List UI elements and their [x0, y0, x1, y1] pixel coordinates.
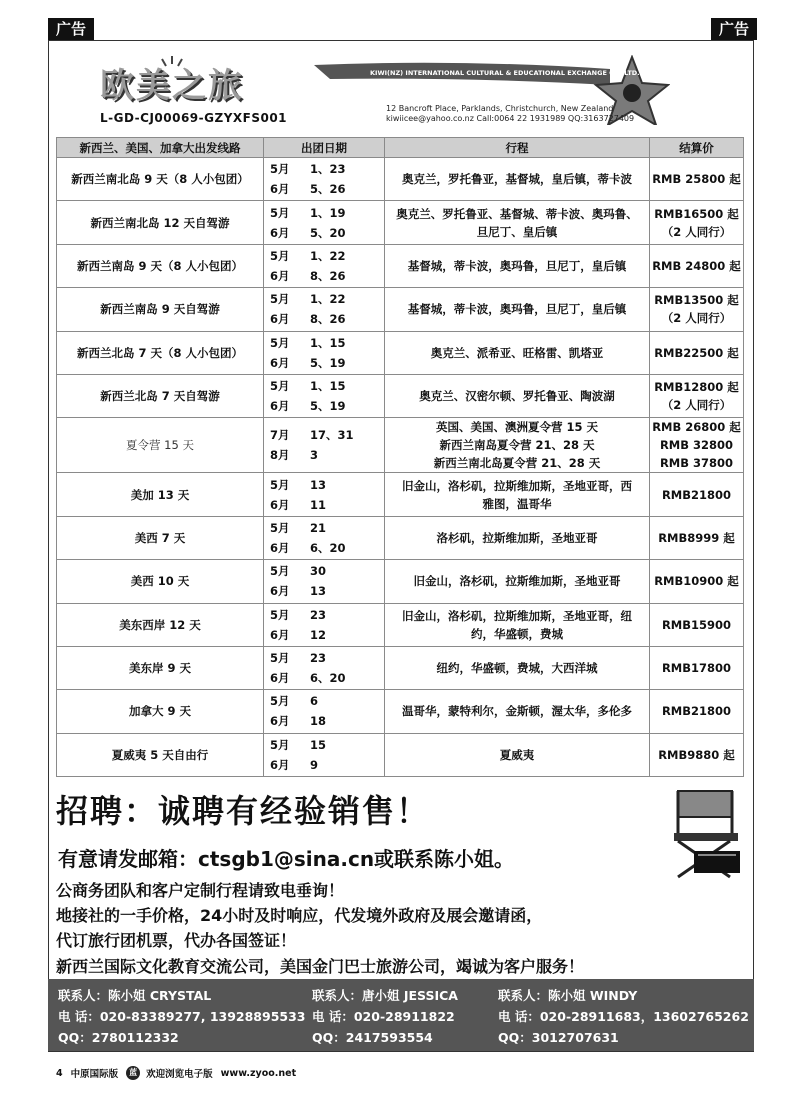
price-line: RMB13500 起 — [654, 293, 739, 308]
header-route: 新西兰、美国、加拿大出发线路 — [57, 138, 264, 158]
footer-tagline: 欢迎浏览电子版 — [146, 1069, 213, 1080]
company-contact: kiwiicee@yahoo.co.nz Call:0064 22 1931989 QQ:3163727409 — [386, 114, 635, 123]
price-line: （2 人同行） — [661, 224, 732, 239]
date-line — [270, 561, 384, 581]
date-line — [270, 289, 384, 309]
price-line: RMB 26800 起 — [652, 420, 741, 435]
price-cell — [650, 690, 744, 733]
table-row — [57, 331, 744, 374]
date-line — [270, 495, 384, 515]
date-line — [270, 309, 384, 329]
contact-phone: 电 话：020-28911822 — [312, 1009, 455, 1024]
itinerary-line: 洛杉矶，拉斯维加斯，圣地亚哥 — [436, 530, 598, 545]
itinerary-line: 温哥华，蒙特利尔，金斯顿，渥太华，多伦多 — [402, 704, 632, 719]
route-cell: 新西兰南北岛 12 天自驾游 — [57, 201, 264, 244]
contact-qq: QQ：2780112332 — [58, 1030, 179, 1045]
month: 5月 — [270, 162, 290, 177]
days: 1、19 — [310, 205, 346, 220]
table-header-row — [57, 138, 744, 158]
price-cell — [650, 201, 744, 244]
price-line: RMB21800 — [661, 704, 732, 719]
table-row — [57, 473, 744, 516]
dates-cell — [264, 473, 385, 516]
itinerary-line: 纽约，华盛顿，费城，大西洋城 — [436, 661, 598, 676]
month: 6月 — [270, 355, 290, 370]
days: 1、22 — [310, 292, 346, 307]
price-cell — [650, 646, 744, 689]
itinerary-cell — [385, 646, 650, 689]
footer-url[interactable]: www.zyoo.net — [220, 1067, 297, 1079]
itinerary-cell — [385, 331, 650, 374]
table-row — [57, 244, 744, 287]
days: 5、19 — [310, 355, 346, 370]
date-line — [270, 668, 384, 688]
date-line — [270, 735, 384, 755]
price-line: RMB 25800 起 — [652, 172, 741, 187]
month: 6月 — [270, 497, 290, 512]
route-cell: 美加 13 天 — [57, 473, 264, 516]
date-line — [270, 333, 384, 353]
itinerary-cell — [385, 473, 650, 516]
edition-logo-icon: 蓝 — [126, 1066, 140, 1080]
days: 5、26 — [310, 182, 346, 197]
route-cell: 美西 10 天 — [57, 560, 264, 603]
price-line: RMB 37800 — [659, 456, 734, 471]
date-line — [270, 755, 384, 775]
date-line — [270, 425, 384, 445]
price-cell — [650, 418, 744, 473]
itinerary-line: 奥克兰、派希亚、旺格雷、凯塔亚 — [430, 345, 604, 360]
itinerary-cell — [385, 516, 650, 559]
ad-tag-right: 广告 — [711, 18, 757, 40]
table-row — [57, 158, 744, 201]
days: 5、20 — [310, 225, 346, 240]
date-line — [270, 246, 384, 266]
route-cell: 新西兰北岛 7 天自驾游 — [57, 374, 264, 417]
route-cell: 新西兰南岛 9 天自驾游 — [57, 288, 264, 331]
itinerary-cell — [385, 288, 650, 331]
itinerary-line: 奥克兰、罗托鲁亚、基督城、蒂卡波、奥玛鲁、 — [396, 206, 638, 221]
date-line — [270, 376, 384, 396]
days: 8、26 — [310, 268, 346, 283]
month: 5月 — [270, 379, 290, 394]
contact-phone: 电 话：020-28911683，13602765262 — [498, 1009, 749, 1024]
route-cell: 新西兰北岛 7 天（8 人小包团） — [57, 331, 264, 374]
route-cell: 美西 7 天 — [57, 516, 264, 559]
header-itinerary: 行程 — [385, 138, 650, 158]
price-cell — [650, 560, 744, 603]
itinerary-line: 新西兰南北岛夏令营 21、28 天 — [433, 456, 601, 471]
days: 1、23 — [310, 162, 346, 177]
date-line — [270, 605, 384, 625]
price-line: RMB9880 起 — [658, 747, 735, 762]
date-line — [270, 179, 384, 199]
price-cell — [650, 603, 744, 646]
contact-phone: 电 话：020-83389277, 13928895533 — [58, 1009, 306, 1024]
table-row — [57, 374, 744, 417]
itinerary-cell — [385, 603, 650, 646]
service-line-3: 代订旅行团机票，代办各国签证！ — [56, 931, 297, 950]
company-address: 12 Bancroft Place, Parklands, Christchurch, New Zealand — [386, 104, 614, 113]
recruit-email-line: 有意请发邮箱：ctsgb1@sina.cn或联系陈小姐。 — [58, 847, 515, 871]
table-row — [57, 690, 744, 733]
header-price: 结算价 — [650, 138, 744, 158]
itinerary-line: 奥克兰、汉密尔顿、罗托鲁亚、陶波湖 — [419, 389, 615, 404]
month: 6月 — [270, 627, 290, 642]
itinerary-cell — [385, 560, 650, 603]
dates-cell — [264, 244, 385, 287]
days: 6、20 — [310, 540, 346, 555]
itinerary-line: 旧金山，洛杉矶，拉斯维加斯，圣地亚哥 — [413, 574, 621, 589]
contact-windy — [498, 985, 749, 1048]
price-cell — [650, 733, 744, 776]
days: 9 — [310, 757, 319, 772]
date-line — [270, 475, 384, 495]
itinerary-line: 旧金山，洛杉矶，拉斯维加斯，圣地亚哥，纽 — [402, 608, 632, 623]
days: 12 — [310, 627, 327, 642]
itinerary-line: 基督城，蒂卡波，奥玛鲁，旦尼丁，皇后镇 — [407, 302, 627, 317]
dates-cell — [264, 201, 385, 244]
price-line: RMB17800 — [661, 661, 732, 676]
price-line: RMB 24800 起 — [652, 258, 741, 273]
contact-name: 联系人：唐小姐 JESSICA — [312, 988, 458, 1003]
route-cell: 新西兰南岛 9 天（8 人小包团） — [57, 244, 264, 287]
route-cell: 夏威夷 5 天自由行 — [57, 733, 264, 776]
license-number: L-GD-CJ00069-GZYXFS001 — [100, 111, 288, 125]
dates-cell — [264, 733, 385, 776]
days: 8、26 — [310, 312, 346, 327]
days: 21 — [310, 520, 327, 535]
date-line — [270, 266, 384, 286]
itinerary-line: 英国、美国、澳洲夏令营 15 天 — [435, 420, 598, 435]
price-line: RMB22500 起 — [654, 345, 739, 360]
contact-crystal — [58, 985, 306, 1048]
table-row — [57, 418, 744, 473]
service-line-4: 新西兰国际文化教育交流公司，美国金门巴士旅游公司，竭诚为客户服务！ — [56, 957, 585, 976]
route-cell: 加拿大 9 天 — [57, 690, 264, 733]
table-row — [57, 201, 744, 244]
contact-jessica — [312, 985, 458, 1048]
price-line: （2 人同行） — [661, 311, 732, 326]
price-cell — [650, 473, 744, 516]
date-line — [270, 518, 384, 538]
itinerary-cell — [385, 244, 650, 287]
date-line — [270, 711, 384, 731]
days: 23 — [310, 651, 327, 666]
dates-cell — [264, 374, 385, 417]
price-cell — [650, 244, 744, 287]
date-line — [270, 353, 384, 373]
days: 30 — [310, 564, 327, 579]
table-row — [57, 560, 744, 603]
month: 6月 — [270, 399, 290, 414]
table-row — [57, 646, 744, 689]
contact-qq: QQ：2417593554 — [312, 1030, 433, 1045]
route-cell: 美东西岸 12 天 — [57, 603, 264, 646]
price-line: RMB21800 — [661, 487, 732, 502]
month: 6月 — [270, 671, 290, 686]
price-line: RMB15900 — [661, 617, 732, 632]
month: 6月 — [270, 225, 290, 240]
contact-bar — [48, 979, 754, 1051]
days: 18 — [310, 714, 327, 729]
itinerary-line: 旦尼丁、皇后镇 — [476, 224, 558, 239]
month: 5月 — [270, 335, 290, 350]
month: 6月 — [270, 540, 290, 555]
date-line — [270, 445, 384, 465]
brand-logo — [100, 54, 280, 114]
itinerary-line: 奥克兰，罗托鲁亚，基督城，皇后镇，蒂卡波 — [402, 172, 632, 187]
company-address-block — [386, 104, 634, 124]
days: 1、22 — [310, 248, 346, 263]
table-row — [57, 288, 744, 331]
brand-name: 欧美之旅 — [100, 66, 244, 106]
itinerary-cell — [385, 374, 650, 417]
days: 1、15 — [310, 379, 346, 394]
tour-table-body — [57, 158, 744, 777]
price-line: RMB 32800 — [659, 438, 734, 453]
contact-name: 联系人：陈小姐 CRYSTAL — [58, 988, 212, 1003]
month: 5月 — [270, 520, 290, 535]
month: 5月 — [270, 651, 290, 666]
month: 6月 — [270, 182, 290, 197]
tour-table — [56, 137, 744, 777]
price-cell — [650, 374, 744, 417]
price-cell — [650, 331, 744, 374]
month: 6月 — [270, 584, 290, 599]
route-cell: 美东岸 9 天 — [57, 646, 264, 689]
month: 5月 — [270, 694, 290, 709]
price-line: RMB12800 起 — [654, 380, 739, 395]
days: 6、20 — [310, 671, 346, 686]
date-line — [270, 396, 384, 416]
date-line — [270, 625, 384, 645]
table-row — [57, 516, 744, 559]
days: 1、15 — [310, 335, 346, 350]
ad-tag-left: 广告 — [48, 18, 94, 40]
service-line-2: 地接社的一手价格，24小时及时响应，代发境外政府及展会邀请函， — [56, 906, 543, 925]
itinerary-cell — [385, 690, 650, 733]
days: 11 — [310, 497, 327, 512]
itinerary-line: 旧金山，洛杉矶，拉斯维加斯，圣地亚哥，西 — [402, 478, 632, 493]
directors-chair-icon — [664, 787, 744, 879]
days: 13 — [310, 584, 327, 599]
dates-cell — [264, 288, 385, 331]
service-line-1: 公商务团队和客户定制行程请致电垂询！ — [56, 881, 345, 900]
days: 23 — [310, 607, 327, 622]
itinerary-cell — [385, 201, 650, 244]
days: 17、31 — [310, 428, 354, 443]
contact-qq: QQ：3012707631 — [498, 1030, 619, 1045]
edition-name: 中原国际版 — [70, 1069, 119, 1080]
company-name: KIWI(NZ) INTERNATIONAL CULTURAL & EDUCATIONAL EXCHANGE CO.,LTD. — [370, 69, 640, 77]
table-row — [57, 603, 744, 646]
itinerary-line: 夏威夷 — [499, 747, 535, 762]
month: 5月 — [270, 292, 290, 307]
dates-cell — [264, 331, 385, 374]
itinerary-line: 新西兰南岛夏令营 21、28 天 — [439, 438, 595, 453]
date-line — [270, 581, 384, 601]
dates-cell — [264, 418, 385, 473]
month: 5月 — [270, 607, 290, 622]
days: 15 — [310, 737, 327, 752]
month: 6月 — [270, 312, 290, 327]
dates-cell — [264, 690, 385, 733]
month: 7月 — [270, 428, 290, 443]
itinerary-line: 约，华盛顿，费城 — [471, 626, 563, 641]
days: 13 — [310, 477, 327, 492]
price-cell — [650, 288, 744, 331]
dates-cell — [264, 560, 385, 603]
dates-cell — [264, 646, 385, 689]
date-line — [270, 648, 384, 668]
date-line — [270, 203, 384, 223]
contact-name: 联系人：陈小姐 WINDY — [498, 988, 638, 1003]
route-cell: 夏令营 15 天 — [57, 418, 264, 473]
month: 5月 — [270, 737, 290, 752]
header-dates: 出团日期 — [264, 138, 385, 158]
route-cell: 新西兰南北岛 9 天（8 人小包团） — [57, 158, 264, 201]
table-row — [57, 733, 744, 776]
price-cell — [650, 158, 744, 201]
month: 6月 — [270, 714, 290, 729]
page-number: 4 — [56, 1067, 63, 1079]
price-line: RMB16500 起 — [654, 206, 739, 221]
month: 8月 — [270, 448, 290, 463]
days: 3 — [310, 448, 319, 463]
itinerary-cell — [385, 158, 650, 201]
dates-cell — [264, 516, 385, 559]
recruit-title: 招聘：诚聘有经验销售！ — [56, 792, 431, 830]
date-line — [270, 223, 384, 243]
itinerary-cell — [385, 418, 650, 473]
dates-cell — [264, 158, 385, 201]
date-line — [270, 691, 384, 711]
month: 5月 — [270, 248, 290, 263]
price-line: （2 人同行） — [661, 398, 732, 413]
month: 5月 — [270, 477, 290, 492]
month: 6月 — [270, 268, 290, 283]
price-line: RMB10900 起 — [654, 574, 739, 589]
itinerary-line: 基督城，蒂卡波，奥玛鲁，旦尼丁，皇后镇 — [407, 258, 627, 273]
price-line: RMB8999 起 — [658, 530, 735, 545]
month: 6月 — [270, 757, 290, 772]
itinerary-line: 雅图，温哥华 — [482, 496, 552, 511]
price-cell — [650, 516, 744, 559]
itinerary-cell — [385, 733, 650, 776]
days: 5、19 — [310, 399, 346, 414]
date-line — [270, 159, 384, 179]
page-footer — [56, 1066, 296, 1080]
days: 6 — [310, 694, 319, 709]
date-line — [270, 538, 384, 558]
dates-cell — [264, 603, 385, 646]
month: 5月 — [270, 205, 290, 220]
month: 5月 — [270, 564, 290, 579]
